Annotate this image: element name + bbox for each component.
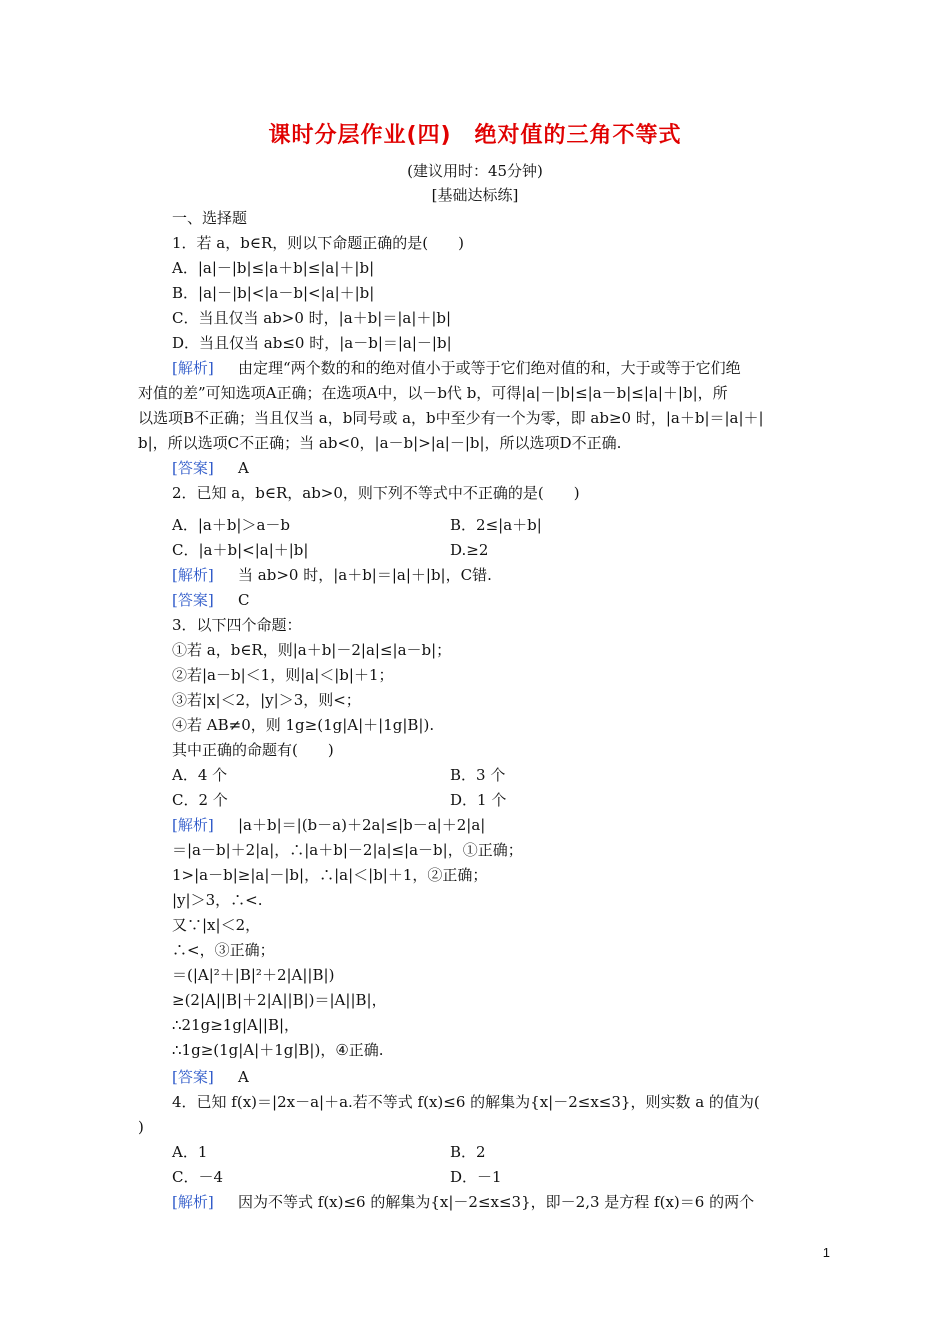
- q3-stem: 3．以下四个命题：: [172, 616, 302, 634]
- q3-ask: 其中正确的命题有( ): [172, 741, 334, 759]
- q1-analysis-line: 对值的差”可知选项A正确；在选项A中，以－b代 b，可得|a|－|b|≤|a－b|≤|a|＋|b|，所: [138, 384, 728, 402]
- q3-analysis-line: 又∵|x|＜2，: [172, 916, 261, 934]
- q3-option-a: A．4 个: [172, 766, 228, 784]
- q4-option-d: D．－1: [450, 1168, 502, 1186]
- q3-proposition: ①若 a，b∈R，则|a＋b|－2|a|≤|a－b|；: [172, 641, 452, 659]
- q3-proposition: ②若|a－b|＜1，则|a|＜|b|＋1；: [172, 666, 394, 684]
- q3-option-c: C．2 个: [172, 791, 228, 809]
- q1-analysis-line: 由定理“两个数的和的绝对值小于或等于它们绝对值的和，大于或等于它们绝: [238, 359, 741, 377]
- q4-stem-cont: ): [138, 1118, 144, 1136]
- q3-analysis-line: ∴21g≥1g|A||B|，: [172, 1016, 300, 1034]
- section-heading: 一、选择题: [172, 209, 248, 227]
- q2-option-d: D.≥2: [450, 541, 489, 559]
- q3-proposition: ③若|x|＜2，|y|＞3，则<；: [172, 691, 361, 709]
- q1-answer: A: [238, 459, 249, 477]
- q3-analysis-first: |a＋b|＝|(b－a)＋2a|≤|b－a|＋2|a|: [238, 816, 486, 834]
- q1-answer-tag: [答案]: [172, 459, 214, 477]
- q1-option-d: D．当且仅当 ab≤0 时，|a－b|＝|a|－|b|: [172, 334, 452, 352]
- q3-answer-tag: [答案]: [172, 1068, 214, 1086]
- q3-analysis-line: ＝(|A|²＋|B|²＋2|A||B|): [172, 966, 335, 984]
- q1-option-c: C．当且仅当 ab>0 时，|a＋b|＝|a|＋|b|: [172, 309, 452, 327]
- q2-analysis-tag: [解析]: [172, 566, 214, 584]
- q3-analysis-line: |y|＞3，∴<.: [172, 891, 263, 909]
- q2-option-b: B．2≤|a＋b|: [450, 516, 542, 534]
- q3-option-d: D．1 个: [450, 791, 507, 809]
- page-number: 1: [822, 1245, 830, 1260]
- q2-answer-tag: [答案]: [172, 591, 214, 609]
- q4-option-a: A．1: [172, 1143, 208, 1161]
- q3-analysis-line: ≥(2|A||B|＋2|A||B|)＝|A||B|，: [172, 991, 387, 1009]
- q1-analysis-line: b|，所以选项C不正确；当 ab<0，|a－b|>|a|－|b|，所以选项D不正确.: [138, 434, 622, 452]
- q3-analysis-line: 1>|a－b|≥|a|－|b|，∴|a|＜|b|＋1，②正确；: [172, 866, 488, 884]
- q4-analysis-tag: [解析]: [172, 1193, 214, 1211]
- q3-analysis-line: ∴<，③正确；: [172, 941, 275, 959]
- q3-answer: A: [238, 1068, 249, 1086]
- q4-analysis: 因为不等式 f(x)≤6 的解集为{x|－2≤x≤3}，即－2,3 是方程 f(x)＝6 的两个: [238, 1193, 755, 1211]
- q3-proposition: ④若 AB≠0，则 1g≥(1g|A|＋|1g|B|).: [172, 716, 435, 734]
- q2-option-c: C．|a＋b|<|a|＋|b|: [172, 541, 309, 559]
- time-note: (建议用时：45分钟): [407, 162, 543, 180]
- q4-stem: 4．已知 f(x)＝|2x－a|＋a.若不等式 f(x)≤6 的解集为{x|－2≤x≤3}，则实数 a 的值为(: [172, 1093, 760, 1111]
- q1-analysis-tag: [解析]: [172, 359, 214, 377]
- q3-analysis-tag: [解析]: [172, 816, 214, 834]
- page-title: 课时分层作业(四) 绝对值的三角不等式: [268, 123, 682, 148]
- q1-analysis-line: 以选项B不正确；当且仅当 a，b同号或 a，b中至少有一个为零，即 ab≥0 时，|a＋b|＝|a|＋|: [138, 409, 764, 427]
- q3-option-b: B．3 个: [450, 766, 506, 784]
- q4-option-c: C．－4: [172, 1168, 224, 1186]
- q2-stem: 2．已知 a，b∈R，ab>0，则下列不等式中不正确的是( ): [172, 484, 580, 502]
- q3-analysis-line: ＝|a－b|＋2|a|，∴|a＋b|－2|a|≤|a－b|，①正确；: [172, 841, 523, 859]
- q3-analysis-line: ∴1g≥(1g|A|＋1g|B|)，④正确.: [172, 1041, 384, 1059]
- q1-option-b: B．|a|－|b|<|a－b|<|a|＋|b|: [172, 284, 375, 302]
- q4-option-b: B．2: [450, 1143, 486, 1161]
- q1-option-a: A．|a|－|b|≤|a＋b|≤|a|＋|b|: [172, 259, 375, 277]
- q2-answer: C: [238, 591, 250, 609]
- level-heading: [基础达标练]: [431, 186, 519, 204]
- q2-option-a: A．|a＋b|＞a－b: [172, 516, 291, 534]
- q2-analysis: 当 ab>0 时，|a＋b|＝|a|＋|b|，C错.: [238, 566, 492, 584]
- q1-stem: 1．若 a，b∈R，则以下命题正确的是( ): [172, 234, 464, 252]
